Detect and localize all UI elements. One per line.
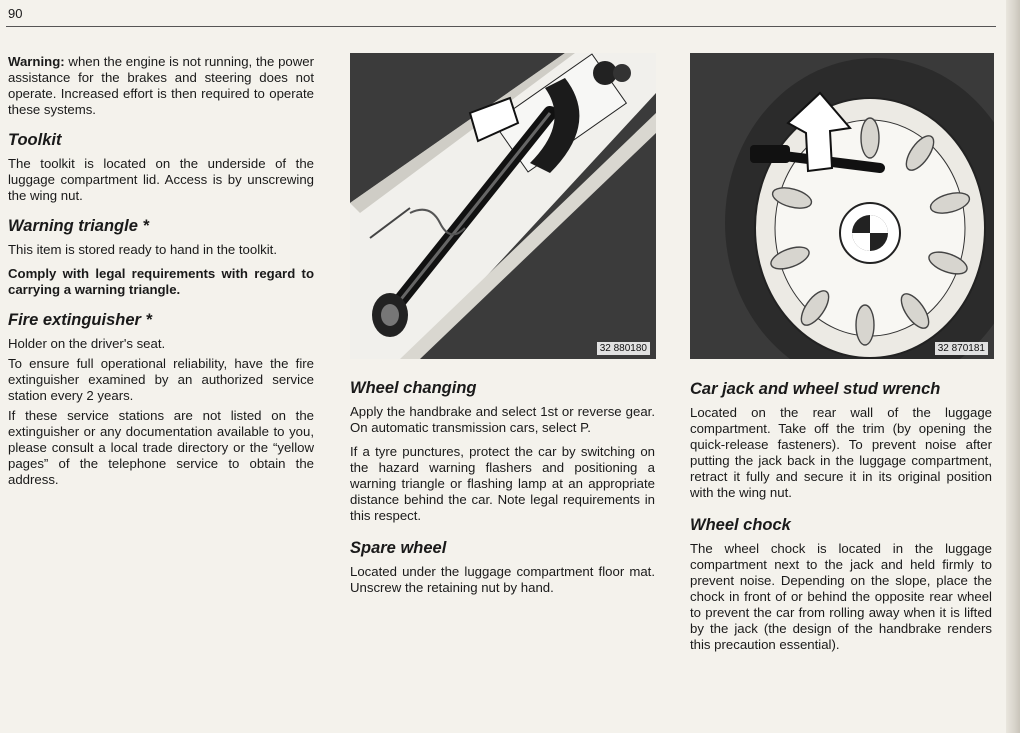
wheel-changing-text-1: Apply the handbrake and select 1st or reverse gear. On automatic transmission cars, select P. — [350, 404, 655, 435]
header-rule — [6, 26, 996, 27]
fire-extinguisher-heading: Fire extinguisher * — [8, 311, 152, 329]
spare-wheel-text: Located under the luggage compartment floor mat. Unscrew the retaining nut by hand. — [350, 564, 655, 595]
wheel-changing-heading: Wheel changing — [350, 379, 477, 397]
toolkit-illustration — [350, 53, 656, 359]
fire-text-3: If these service stations are not listed on the extinguisher or any documentation available to you, please consult a local trade directory or the “yellow pages” of the telephone service to obtain the address. — [8, 408, 314, 487]
figure-code-2: 32 870181 — [935, 342, 988, 355]
warning-label: Warning: — [8, 54, 65, 69]
spare-wheel-illustration — [690, 53, 994, 359]
warning-triangle-heading: Warning triangle * — [8, 217, 149, 235]
warning-triangle-legal: Comply with legal requirements with regard to carrying a warning triangle. — [8, 266, 314, 297]
car-jack-heading: Car jack and wheel stud wrench — [690, 380, 941, 398]
figure-code-1: 32 880180 — [597, 342, 650, 355]
fire-text-1: Holder on the driver's seat. — [8, 336, 166, 351]
warning-triangle-text: This item is stored ready to hand in the toolkit. — [8, 242, 278, 257]
toolkit-heading: Toolkit — [8, 131, 62, 149]
wheel-chock-text: The wheel chock is located in the luggage compartment next to the jack and held firmly to prevent noise. Depending on the slope, place the chock in front of or behind the opposite rear wheel to prevent the car from rolling away when it is lifted by the jack (the design of the handbrake renders this precaution essential). — [690, 541, 992, 652]
page-gutter — [1006, 0, 1020, 733]
wheel-chock-heading: Wheel chock — [690, 516, 791, 534]
spare-wheel-heading: Spare wheel — [350, 539, 447, 557]
column-middle — [350, 380, 655, 604]
spare-wheel-drawing — [690, 53, 994, 359]
toolkit-text: The toolkit is located on the underside of the luggage compartment lid. Access is by unscrewing the wing nut. — [8, 156, 314, 203]
page-number: 90 — [8, 6, 23, 21]
fire-text-2: To ensure full operational reliability, have the fire extinguisher examined by an authorized service station every 2 years. — [8, 356, 314, 403]
column-right — [690, 381, 992, 661]
warning-paragraph — [8, 54, 314, 118]
car-jack-text: Located on the rear wall of the luggage compartment. Take off the trim (by opening the quick-release fasteners). To prevent noise after putting the jack back in the luggage compartment, retract it fully and secure it in its original position with the wing nut. — [690, 405, 992, 500]
column-left — [8, 54, 314, 496]
toolkit-drawing — [350, 53, 656, 359]
warning-text: when the engine is not running, the power assistance for the brakes and steering does not operate. Increased effort is then required to operate these systems. — [8, 54, 314, 117]
wheel-changing-text-2: If a tyre punctures, protect the car by switching on the hazard warning flashers and positioning a warning triangle or flashing lamp at an appropriate distance behind the car. Note legal requirements in this respect. — [350, 444, 655, 523]
